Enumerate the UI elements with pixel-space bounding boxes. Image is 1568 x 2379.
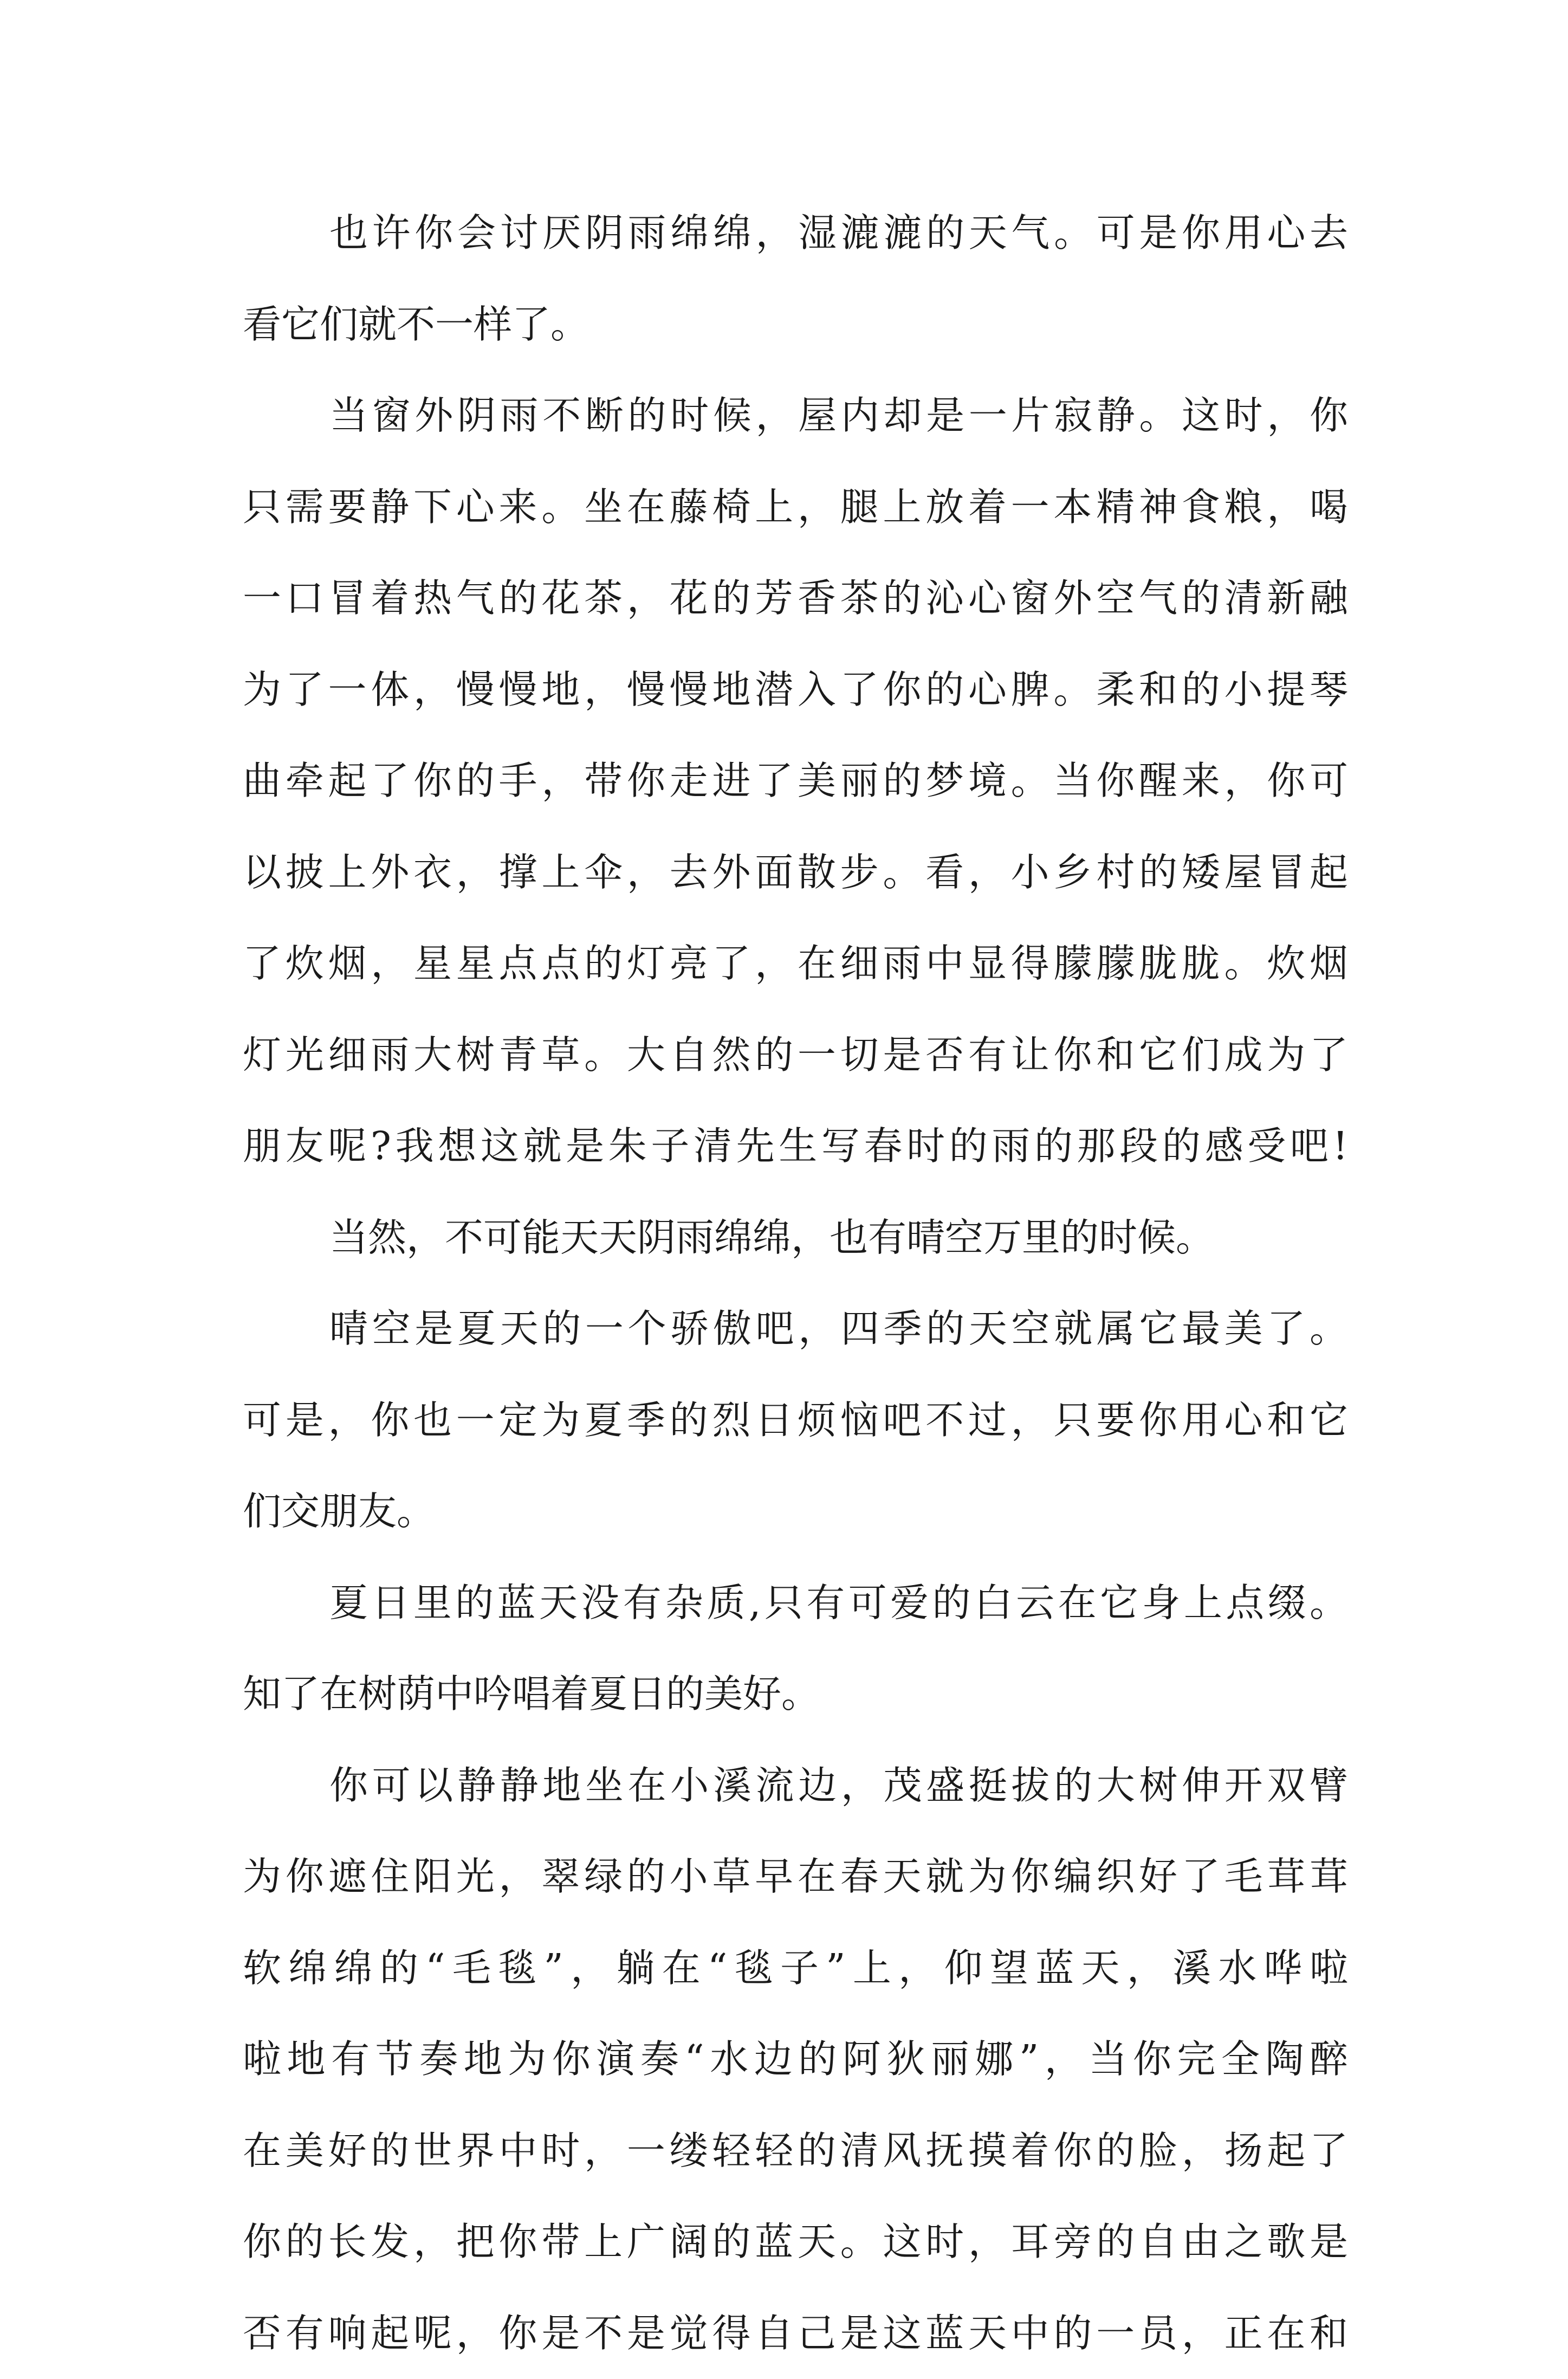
- paragraph-1-line-1: 也许你会讨厌阴雨绵绵，湿漉漉的天气。可是你用心去: [243, 188, 1348, 279]
- paragraph-2-line-5: 曲牵起了你的手，带你走进了美丽的梦境。当你醒来，你可: [243, 735, 1348, 827]
- paragraph-4-line-3: 们交朋友。: [243, 1466, 1348, 1557]
- paragraph-2-line-7: 了炊烟，星星点点的灯亮了，在细雨中显得朦朦胧胧。炊烟: [243, 918, 1348, 1010]
- paragraph-4-line-2: 可是，你也一定为夏季的烈日烦恼吧不过，只要你用心和它: [243, 1375, 1348, 1466]
- paragraph-2-line-8: 灯光细雨大树青草。大自然的一切是否有让你和它们成为了: [243, 1010, 1348, 1101]
- paragraph-6-line-4: 啦地有节奏地为你演奏“水边的阿狄丽娜”，当你完全陶醉: [243, 2014, 1348, 2105]
- paragraph-2-line-2: 只需要静下心来。坐在藤椅上，腿上放着一本精神食粮，喝: [243, 462, 1348, 553]
- paragraph-4-line-1: 晴空是夏天的一个骄傲吧，四季的天空就属它最美了。: [243, 1283, 1348, 1375]
- paragraph-6-line-7: 否有响起呢，你是不是觉得自己是这蓝天中的一员，正在和: [243, 2288, 1348, 2379]
- essay-body: [243, 188, 1348, 2379]
- paragraph-2-line-9: 朋友呢?我想这就是朱子清先生写春时的雨的那段的感受吧!: [243, 1101, 1348, 1192]
- paragraph-2-line-4: 为了一体，慢慢地，慢慢地潜入了你的心脾。柔和的小提琴: [243, 644, 1348, 736]
- paragraph-3-line-1: 当然，不可能天天阴雨绵绵，也有晴空万里的时候。: [243, 1192, 1348, 1284]
- paragraph-6-line-3: 软绵绵的“毛毯”，躺在“毯子”上，仰望蓝天，溪水哗啦: [243, 1923, 1348, 2014]
- paragraph-6-line-5: 在美好的世界中时，一缕轻轻的清风抚摸着你的脸，扬起了: [243, 2105, 1348, 2197]
- paragraph-6-line-2: 为你遮住阳光，翠绿的小草早在春天就为你编织好了毛茸茸: [243, 1831, 1348, 1923]
- paragraph-6-line-6: 你的长发，把你带上广阔的蓝天。这时，耳旁的自由之歌是: [243, 2196, 1348, 2288]
- paragraph-2-line-6: 以披上外衣，撑上伞，去外面散步。看，小乡村的矮屋冒起: [243, 827, 1348, 919]
- paragraph-2-line-1: 当窗外阴雨不断的时候，屋内却是一片寂静。这时，你: [243, 370, 1348, 462]
- paragraph-1-line-2: 看它们就不一样了。: [243, 279, 1348, 371]
- paragraph-6-line-1: 你可以静静地坐在小溪流边，茂盛挺拔的大树伸开双臂: [243, 1740, 1348, 1832]
- paragraph-5-line-1: 夏日里的蓝天没有杂质,只有可爱的白云在它身上点缀。: [243, 1557, 1348, 1649]
- paragraph-2-line-3: 一口冒着热气的花茶，花的芳香茶的沁心窗外空气的清新融: [243, 553, 1348, 644]
- paragraph-5-line-2: 知了在树荫中吟唱着夏日的美好。: [243, 1649, 1348, 1740]
